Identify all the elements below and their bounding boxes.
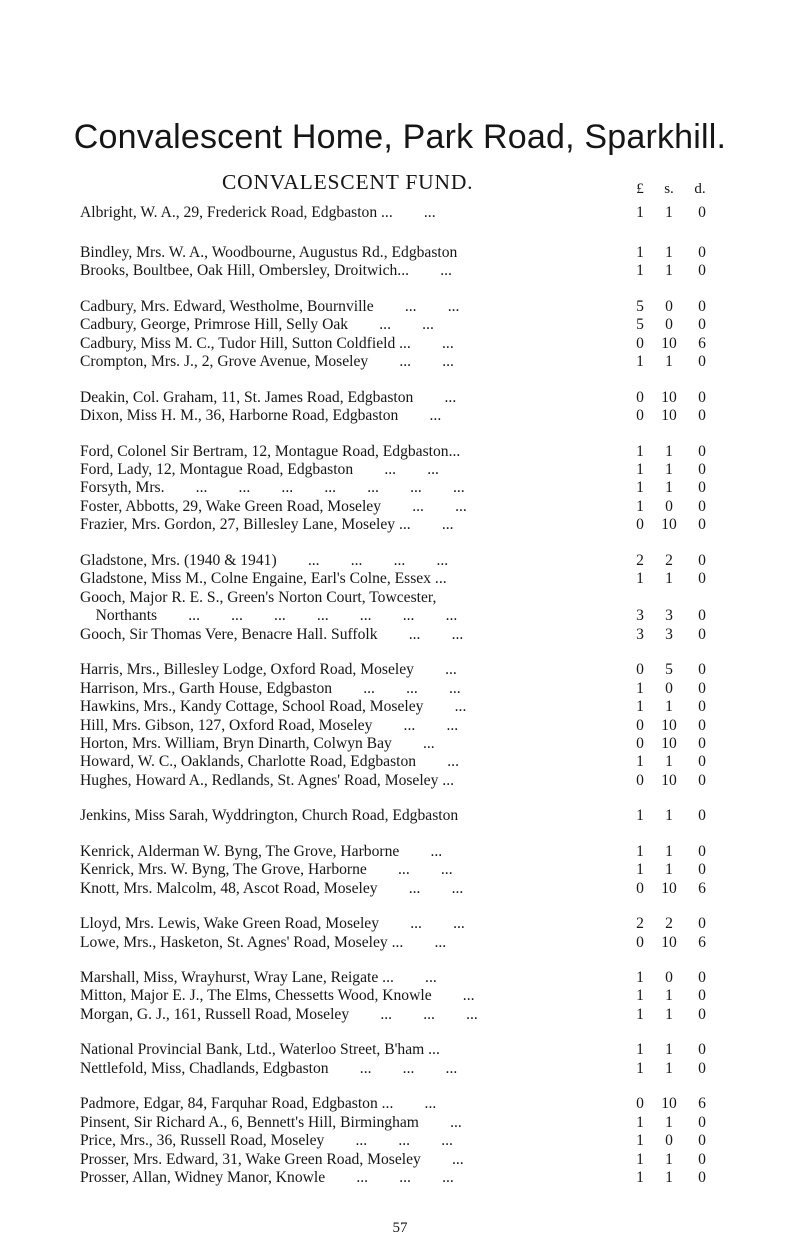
pounds-value: 1 bbox=[636, 461, 644, 478]
list-item bbox=[80, 515, 680, 535]
list-item bbox=[80, 734, 680, 754]
pounds-value: 2 bbox=[636, 552, 644, 569]
subscriber-name: Jenkins, Miss Sarah, Wyddrington, Church Road, Edgbaston bbox=[80, 807, 459, 824]
subscription-amount bbox=[625, 660, 755, 680]
list-item bbox=[80, 625, 680, 645]
subscription-amount bbox=[625, 315, 755, 335]
pence-value: 0 bbox=[698, 1006, 706, 1023]
pounds-value: 0 bbox=[636, 389, 644, 406]
pence-value: 0 bbox=[698, 443, 706, 460]
subscriber-name: Forsyth, Mrs. ... ... ... ... ... ... ... bbox=[80, 479, 465, 496]
pounds-value: 1 bbox=[636, 969, 644, 986]
pence-value: 0 bbox=[698, 772, 706, 789]
subscriber-name: Lowe, Mrs., Hasketon, St. Agnes' Road, Moseley ... ... bbox=[80, 934, 447, 951]
list-item bbox=[80, 806, 680, 826]
page-title: Convalescent Home, Park Road, Sparkhill. bbox=[73, 118, 727, 156]
pounds-value: 0 bbox=[636, 661, 644, 678]
list-item bbox=[80, 334, 680, 354]
shillings-value: 2 bbox=[665, 552, 673, 569]
pounds-value: 1 bbox=[636, 1132, 644, 1149]
pence-value: 0 bbox=[698, 843, 706, 860]
pounds-value: 1 bbox=[636, 262, 644, 279]
pence-value: 0 bbox=[698, 204, 706, 221]
list-item bbox=[80, 569, 680, 589]
pence-value: 0 bbox=[698, 807, 706, 824]
pence-value: 0 bbox=[698, 987, 706, 1004]
pence-value: 0 bbox=[698, 262, 706, 279]
shillings-value: 1 bbox=[665, 479, 673, 496]
pence-value: 0 bbox=[698, 1060, 706, 1077]
subscription-amount bbox=[625, 569, 755, 589]
pence-value: 0 bbox=[698, 316, 706, 333]
pence-value: 0 bbox=[698, 298, 706, 315]
subscription-amount bbox=[625, 625, 755, 645]
shillings-value: 1 bbox=[665, 1114, 673, 1131]
list-item bbox=[80, 442, 680, 462]
pounds-value: 0 bbox=[636, 335, 644, 352]
subscriber-name: Cadbury, George, Primrose Hill, Selly Oak ... ... bbox=[80, 316, 434, 333]
shillings-value: 1 bbox=[665, 753, 673, 770]
subscription-amount bbox=[625, 515, 755, 535]
subscriber-name: Pinsent, Sir Richard A., 6, Bennett's Hill, Birmingham ... bbox=[80, 1114, 462, 1131]
subscription-amount bbox=[625, 460, 755, 480]
pounds-value: 1 bbox=[636, 1060, 644, 1077]
pounds-value: 1 bbox=[636, 570, 644, 587]
shillings-value: 1 bbox=[665, 1006, 673, 1023]
subscriber-name: Morgan, G. J., 161, Russell Road, Moseley ... ... ... bbox=[80, 1006, 478, 1023]
subscription-amount bbox=[625, 879, 755, 899]
subscription-amount bbox=[625, 1150, 755, 1170]
subscription-amount bbox=[625, 1131, 755, 1151]
list-item bbox=[80, 860, 680, 880]
pounds-value: 1 bbox=[636, 1041, 644, 1058]
list-item bbox=[80, 1040, 680, 1060]
list-item bbox=[80, 1005, 680, 1025]
subscription-amount bbox=[625, 752, 755, 772]
subscription-amount bbox=[625, 933, 755, 953]
shillings-value: 5 bbox=[665, 661, 673, 678]
subscriber-name: Harris, Mrs., Billesley Lodge, Oxford Road, Moseley ... bbox=[80, 661, 457, 678]
subscriber-name: Ford, Lady, 12, Montague Road, Edgbaston ... ... bbox=[80, 461, 439, 478]
subscription-amount bbox=[625, 243, 755, 263]
shillings-value: 0 bbox=[665, 1132, 673, 1149]
pence-value: 6 bbox=[698, 335, 706, 352]
shillings-value: 10 bbox=[661, 516, 677, 533]
subscriber-name: Howard, W. C., Oaklands, Charlotte Road, Edgbaston ... bbox=[80, 753, 459, 770]
pounds-value: 0 bbox=[636, 1095, 644, 1112]
pence-value: 0 bbox=[698, 680, 706, 697]
shillings-value: 0 bbox=[665, 680, 673, 697]
shillings-value: 1 bbox=[665, 244, 673, 261]
list-item bbox=[80, 243, 680, 263]
shillings-value: 10 bbox=[661, 1095, 677, 1112]
list-item bbox=[80, 1150, 680, 1170]
subscription-amount bbox=[625, 860, 755, 880]
pounds-value: 3 bbox=[636, 607, 644, 624]
subscriber-name: Frazier, Mrs. Gordon, 27, Billesley Lane, Moseley ... ... bbox=[80, 516, 454, 533]
pence-header: d. bbox=[694, 181, 706, 197]
shillings-value: 0 bbox=[665, 316, 673, 333]
subscriber-name: Ford, Colonel Sir Bertram, 12, Montague Road, Edgbaston... bbox=[80, 443, 461, 460]
list-item bbox=[80, 551, 680, 571]
pence-value: 0 bbox=[698, 353, 706, 370]
pence-value: 0 bbox=[698, 479, 706, 496]
pence-value: 0 bbox=[698, 1114, 706, 1131]
shillings-value: 1 bbox=[665, 570, 673, 587]
fund-subtitle: CONVALESCENT FUND. bbox=[222, 170, 474, 194]
shillings-value: 1 bbox=[665, 353, 673, 370]
list-item bbox=[80, 1094, 680, 1114]
pence-value: 0 bbox=[698, 753, 706, 770]
pounds-value: 0 bbox=[636, 407, 644, 424]
pounds-value: 1 bbox=[636, 353, 644, 370]
pounds-value: 1 bbox=[636, 1114, 644, 1131]
subscription-amount bbox=[625, 1005, 755, 1025]
subscription-amount bbox=[625, 478, 755, 498]
subscriber-name: Albright, W. A., 29, Frederick Road, Edgbaston ... ... bbox=[80, 204, 436, 221]
subscriber-name: Lloyd, Mrs. Lewis, Wake Green Road, Moseley ... ... bbox=[80, 915, 465, 932]
list-item bbox=[80, 315, 680, 335]
pounds-value: 1 bbox=[636, 843, 644, 860]
pounds-value: 1 bbox=[636, 698, 644, 715]
subscriber-name: Northants ... ... ... ... ... ... ... bbox=[80, 607, 458, 624]
pence-value: 0 bbox=[698, 570, 706, 587]
pounds-header: £ bbox=[636, 181, 644, 197]
shillings-value: 3 bbox=[665, 607, 673, 624]
pence-value: 0 bbox=[698, 552, 706, 569]
shillings-value: 0 bbox=[665, 969, 673, 986]
pence-value: 0 bbox=[698, 407, 706, 424]
shillings-value: 1 bbox=[665, 1041, 673, 1058]
shillings-value: 1 bbox=[665, 987, 673, 1004]
pounds-value: 1 bbox=[636, 1006, 644, 1023]
subscription-amount bbox=[625, 1094, 755, 1114]
shillings-value: 1 bbox=[665, 1060, 673, 1077]
shillings-value: 10 bbox=[661, 717, 677, 734]
pounds-value: 0 bbox=[636, 735, 644, 752]
subscriber-name: Gooch, Sir Thomas Vere, Benacre Hall. Suffolk ... ... bbox=[80, 626, 464, 643]
pence-value: 0 bbox=[698, 389, 706, 406]
pence-value: 0 bbox=[698, 661, 706, 678]
shillings-value: 0 bbox=[665, 298, 673, 315]
subscription-amount bbox=[625, 986, 755, 1006]
pounds-value: 0 bbox=[636, 516, 644, 533]
pence-value: 0 bbox=[698, 244, 706, 261]
subscriber-name: Gooch, Major R. E. S., Green's Norton Court, Towcester, bbox=[80, 589, 437, 606]
list-item bbox=[80, 1131, 680, 1151]
list-item bbox=[80, 261, 680, 281]
pounds-value: 5 bbox=[636, 298, 644, 315]
subscription-amount bbox=[625, 442, 755, 462]
subscriber-name: Price, Mrs., 36, Russell Road, Moseley ... ... ... bbox=[80, 1132, 453, 1149]
subscription-amount bbox=[625, 352, 755, 372]
shillings-value: 10 bbox=[661, 389, 677, 406]
subscriber-name: Cadbury, Miss M. C., Tudor Hill, Sutton Coldfield ... ... bbox=[80, 335, 454, 352]
list-item bbox=[80, 879, 680, 899]
subscription-amount bbox=[625, 914, 755, 934]
subscription-amount bbox=[625, 716, 755, 736]
pounds-value: 0 bbox=[636, 772, 644, 789]
subscriber-name: Foster, Abbotts, 29, Wake Green Road, Moseley ... ... bbox=[80, 498, 467, 515]
pounds-value: 1 bbox=[636, 1151, 644, 1168]
subscription-amount bbox=[625, 806, 755, 826]
shillings-value: 0 bbox=[665, 498, 673, 515]
subscriber-name: Brooks, Boultbee, Oak Hill, Ombersley, Droitwich... ... bbox=[80, 262, 452, 279]
shillings-value: 10 bbox=[661, 880, 677, 897]
subscription-amount bbox=[625, 388, 755, 408]
subscription-amount bbox=[625, 261, 755, 281]
pence-value: 0 bbox=[698, 698, 706, 715]
subscriber-name: National Provincial Bank, Ltd., Waterloo Street, B'ham ... bbox=[80, 1041, 440, 1058]
subscription-amount bbox=[625, 968, 755, 988]
shillings-value: 10 bbox=[661, 772, 677, 789]
pence-value: 0 bbox=[698, 735, 706, 752]
subscriber-name: Prosser, Allan, Widney Manor, Knowle ... ... ... bbox=[80, 1169, 454, 1186]
pounds-value: 1 bbox=[636, 498, 644, 515]
pounds-value: 1 bbox=[636, 443, 644, 460]
pounds-value: 3 bbox=[636, 626, 644, 643]
subscription-amount bbox=[625, 497, 755, 517]
subscriber-name: Harrison, Mrs., Garth House, Edgbaston ... ... ... bbox=[80, 680, 461, 697]
subscription-amount bbox=[625, 842, 755, 862]
pence-value: 0 bbox=[698, 969, 706, 986]
subscriber-name: Marshall, Miss, Wrayhurst, Wray Lane, Reigate ... ... bbox=[80, 969, 437, 986]
subscriber-name: Kenrick, Alderman W. Byng, The Grove, Harborne ... bbox=[80, 843, 443, 860]
shillings-value: 1 bbox=[665, 443, 673, 460]
pounds-value: 0 bbox=[636, 717, 644, 734]
shillings-value: 10 bbox=[661, 735, 677, 752]
list-item bbox=[80, 203, 680, 223]
shillings-value: 1 bbox=[665, 1151, 673, 1168]
subscription-amount bbox=[625, 1113, 755, 1133]
page-number: 57 bbox=[392, 1220, 408, 1236]
list-item bbox=[80, 588, 680, 608]
subscriber-name: Padmore, Edgar, 84, Farquhar Road, Edgbaston ... ... bbox=[80, 1095, 437, 1112]
subscription-amount bbox=[625, 606, 755, 626]
subscriber-name: Prosser, Mrs. Edward, 31, Wake Green Road, Moseley ... bbox=[80, 1151, 464, 1168]
pence-value: 0 bbox=[698, 498, 706, 515]
subscriber-name: Horton, Mrs. William, Bryn Dinarth, Colwyn Bay ... bbox=[80, 735, 435, 752]
list-item bbox=[80, 497, 680, 517]
pence-value: 6 bbox=[698, 934, 706, 951]
pounds-value: 1 bbox=[636, 861, 644, 878]
subscription-amount bbox=[625, 1040, 755, 1060]
subscriber-name: Bindley, Mrs. W. A., Woodbourne, Augustus Rd., Edgbaston bbox=[80, 244, 458, 261]
pounds-value: 0 bbox=[636, 934, 644, 951]
pence-value: 0 bbox=[698, 861, 706, 878]
subscriber-name: Cadbury, Mrs. Edward, Westholme, Bournville ... ... bbox=[80, 298, 460, 315]
pounds-value: 1 bbox=[636, 680, 644, 697]
list-item bbox=[80, 606, 680, 626]
list-item bbox=[80, 478, 680, 498]
pence-value: 0 bbox=[698, 915, 706, 932]
pounds-value: 1 bbox=[636, 204, 644, 221]
subscriber-name: Knott, Mrs. Malcolm, 48, Ascot Road, Moseley ... ... bbox=[80, 880, 464, 897]
subscriber-name: Kenrick, Mrs. W. Byng, The Grove, Harborne ... ... bbox=[80, 861, 453, 878]
subscriber-name: Hughes, Howard A., Redlands, St. Agnes' Road, Moseley ... bbox=[80, 772, 454, 789]
pence-value: 6 bbox=[698, 880, 706, 897]
subscription-amount bbox=[625, 771, 755, 791]
pence-value: 0 bbox=[698, 1169, 706, 1186]
pence-value: 0 bbox=[698, 1151, 706, 1168]
list-item bbox=[80, 352, 680, 372]
list-item bbox=[80, 842, 680, 862]
pounds-value: 1 bbox=[636, 753, 644, 770]
list-item bbox=[80, 752, 680, 772]
pounds-value: 0 bbox=[636, 880, 644, 897]
pence-value: 0 bbox=[698, 626, 706, 643]
shillings-value: 10 bbox=[661, 934, 677, 951]
shillings-value: 10 bbox=[661, 407, 677, 424]
subscription-amount bbox=[625, 734, 755, 754]
pence-value: 0 bbox=[698, 607, 706, 624]
subscription-amount bbox=[625, 334, 755, 354]
pence-value: 0 bbox=[698, 1041, 706, 1058]
shillings-value: 1 bbox=[665, 1169, 673, 1186]
subscriber-name: Mitton, Major E. J., The Elms, Chessetts Wood, Knowle ... bbox=[80, 987, 475, 1004]
pence-value: 0 bbox=[698, 717, 706, 734]
list-item bbox=[80, 914, 680, 934]
list-item bbox=[80, 388, 680, 408]
shillings-value: 2 bbox=[665, 915, 673, 932]
subscriber-name: Hawkins, Mrs., Kandy Cottage, School Road, Moseley ... bbox=[80, 698, 467, 715]
list-item bbox=[80, 660, 680, 680]
pence-value: 0 bbox=[698, 516, 706, 533]
subscription-amount bbox=[625, 406, 755, 426]
subscription-amount bbox=[625, 588, 755, 608]
subscription-amount bbox=[625, 551, 755, 571]
list-item bbox=[80, 1059, 680, 1079]
pounds-value: 5 bbox=[636, 316, 644, 333]
list-item bbox=[80, 716, 680, 736]
list-item bbox=[80, 460, 680, 480]
subscription-amount bbox=[625, 679, 755, 699]
pounds-value: 1 bbox=[636, 479, 644, 496]
list-item bbox=[80, 1168, 680, 1188]
list-item bbox=[80, 679, 680, 699]
subscriber-name: Hill, Mrs. Gibson, 127, Oxford Road, Moseley ... ... bbox=[80, 717, 459, 734]
list-item bbox=[80, 1113, 680, 1133]
pounds-value: 2 bbox=[636, 915, 644, 932]
pounds-value: 1 bbox=[636, 807, 644, 824]
subscriber-name: Gladstone, Miss M., Colne Engaine, Earl's Colne, Essex ... bbox=[80, 570, 447, 587]
subscription-amount bbox=[625, 697, 755, 717]
subscriber-name: Dixon, Miss H. M., 36, Harborne Road, Edgbaston ... bbox=[80, 407, 442, 424]
subscription-amount bbox=[625, 1168, 755, 1188]
shillings-header: s. bbox=[664, 181, 674, 197]
shillings-value: 10 bbox=[661, 335, 677, 352]
currency-header bbox=[620, 181, 750, 203]
pence-value: 0 bbox=[698, 1132, 706, 1149]
pounds-value: 1 bbox=[636, 987, 644, 1004]
subscriber-name: Crompton, Mrs. J., 2, Grove Avenue, Moseley ... ... bbox=[80, 353, 454, 370]
subscription-amount bbox=[625, 1059, 755, 1079]
subscriber-name: Deakin, Col. Graham, 11, St. James Road, Edgbaston ... bbox=[80, 389, 457, 406]
subscription-amount bbox=[625, 203, 755, 223]
shillings-value: 1 bbox=[665, 698, 673, 715]
pence-value: 0 bbox=[698, 461, 706, 478]
shillings-value: 1 bbox=[665, 843, 673, 860]
list-item bbox=[80, 297, 680, 317]
shillings-value: 1 bbox=[665, 807, 673, 824]
pence-value: 6 bbox=[698, 1095, 706, 1112]
pounds-value: 1 bbox=[636, 1169, 644, 1186]
shillings-value: 1 bbox=[665, 461, 673, 478]
list-item bbox=[80, 933, 680, 953]
subscriber-name: Nettlefold, Miss, Chadlands, Edgbaston ... ... ... bbox=[80, 1060, 458, 1077]
list-item bbox=[80, 986, 680, 1006]
pounds-value: 1 bbox=[636, 244, 644, 261]
shillings-value: 3 bbox=[665, 626, 673, 643]
shillings-value: 1 bbox=[665, 262, 673, 279]
shillings-value: 1 bbox=[665, 861, 673, 878]
list-item bbox=[80, 771, 680, 791]
subscription-amount bbox=[625, 297, 755, 317]
list-item bbox=[80, 968, 680, 988]
shillings-value: 1 bbox=[665, 204, 673, 221]
subscriber-name: Gladstone, Mrs. (1940 & 1941) ... ... ... ... bbox=[80, 552, 449, 569]
list-item bbox=[80, 697, 680, 717]
list-item bbox=[80, 406, 680, 426]
